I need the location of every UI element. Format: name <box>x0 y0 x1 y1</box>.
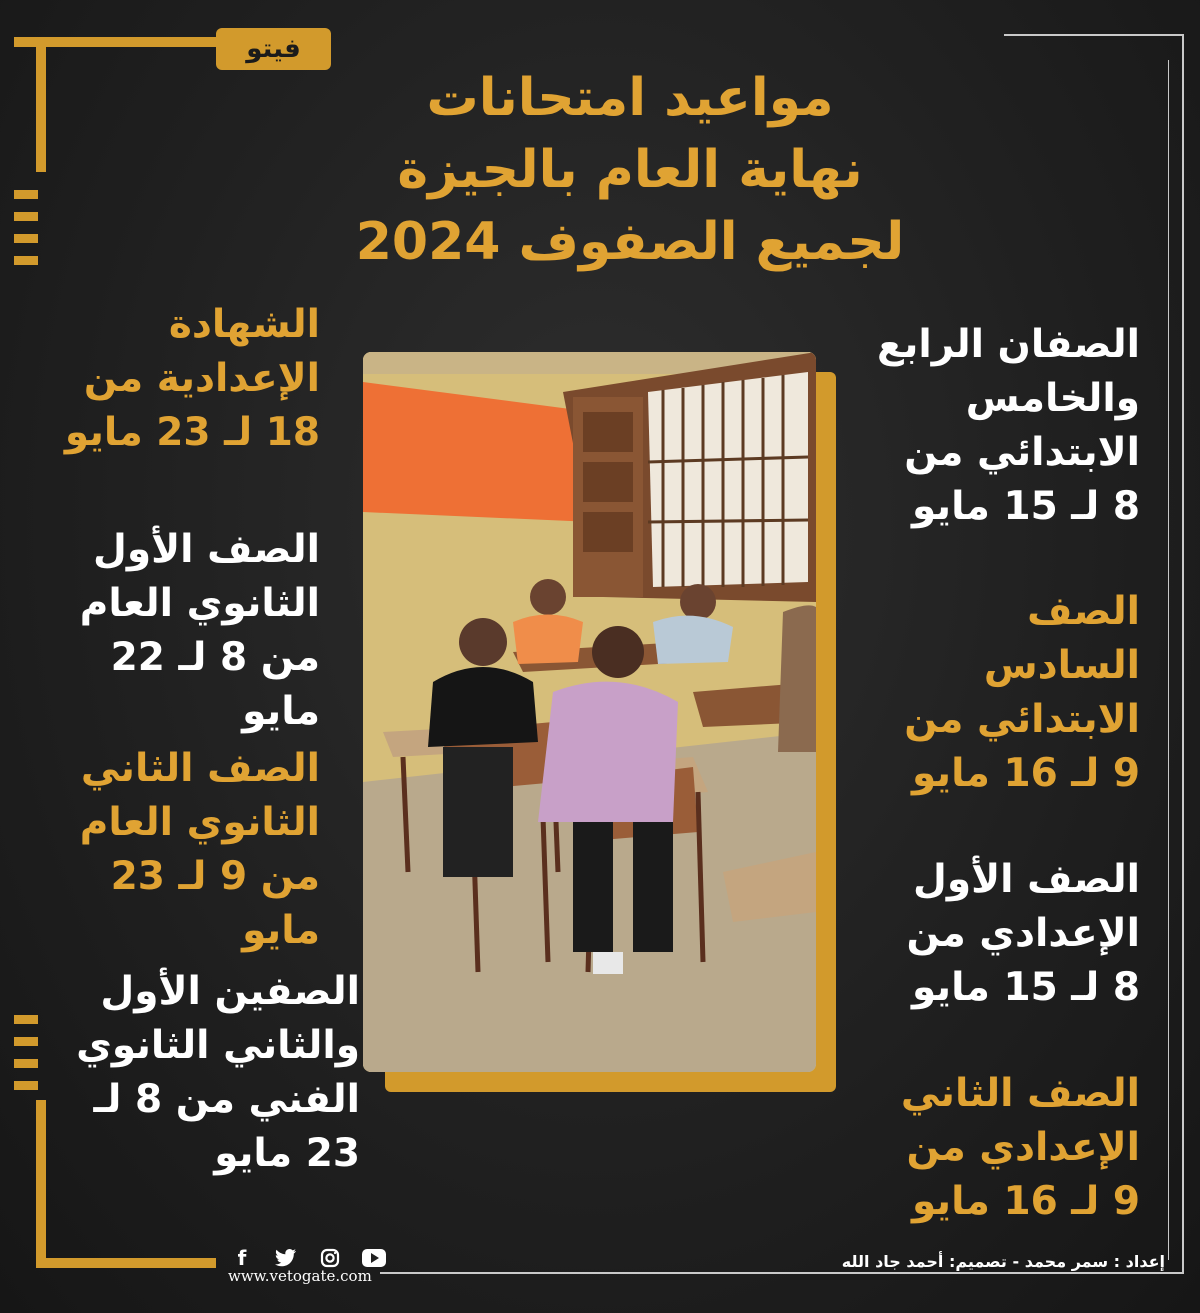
frame-thin-right <box>1182 34 1184 1274</box>
schedule-item-prep-certificate: الشهادة الإعدادية من 18 لـ 23 مايو <box>64 302 320 455</box>
classroom-illustration <box>363 352 816 1072</box>
schedule-item-secondary-1: الصف الأول الثانوي العام من 8 لـ 22 مايو <box>79 527 320 734</box>
schedule-item-prep-1: الصف الأول الإعدادي من 8 لـ 15 مايو <box>906 857 1140 1010</box>
schedule-item-grades-4-5: الصفان الرابع والخامس الابتدائي من 8 لـ 15 مايو <box>877 322 1140 529</box>
frame-thin-right-inner <box>1168 60 1169 1260</box>
frame-dash <box>14 256 38 265</box>
title-line-3: لجميع الصفوف 2024 <box>355 212 905 272</box>
classroom-exam-photo <box>363 352 816 1072</box>
frame-left-bar <box>36 37 46 172</box>
schedule-item-secondary-2: الصف الثاني الثانوي العام من 9 لـ 23 مايو <box>79 746 320 953</box>
frame-dash <box>14 212 38 221</box>
credits: إعداد : سمر محمد - تصميم: أحمد جاد الله <box>841 1252 1165 1271</box>
schedule-item-prep-2: الصف الثاني الإعدادي من 9 لـ 16 مايو <box>900 1071 1140 1224</box>
frame-thin-top <box>1004 34 1184 36</box>
title-line-1: مواعيد امتحانات <box>426 68 834 128</box>
schedule-item-technical-secondary: الصفين الأول والثاني الثانوي الفني من 8 لـ 23 مايو <box>76 969 360 1176</box>
title-line-2: نهاية العام بالجيزة <box>397 140 863 200</box>
schedule-item-grade-6: الصف السادس الابتدائي من 9 لـ 16 مايو <box>904 589 1140 796</box>
frame-dash <box>14 190 38 199</box>
frame-thin-bottom <box>380 1272 1184 1274</box>
vetogate-logo: فيتو <box>216 28 331 70</box>
page-title <box>300 62 960 278</box>
website-url[interactable]: www.vetogate.com <box>228 1267 372 1285</box>
facebook-icon[interactable]: f <box>237 1246 247 1270</box>
frame-dash <box>14 234 38 243</box>
frame-bottom-bar <box>36 1258 216 1268</box>
